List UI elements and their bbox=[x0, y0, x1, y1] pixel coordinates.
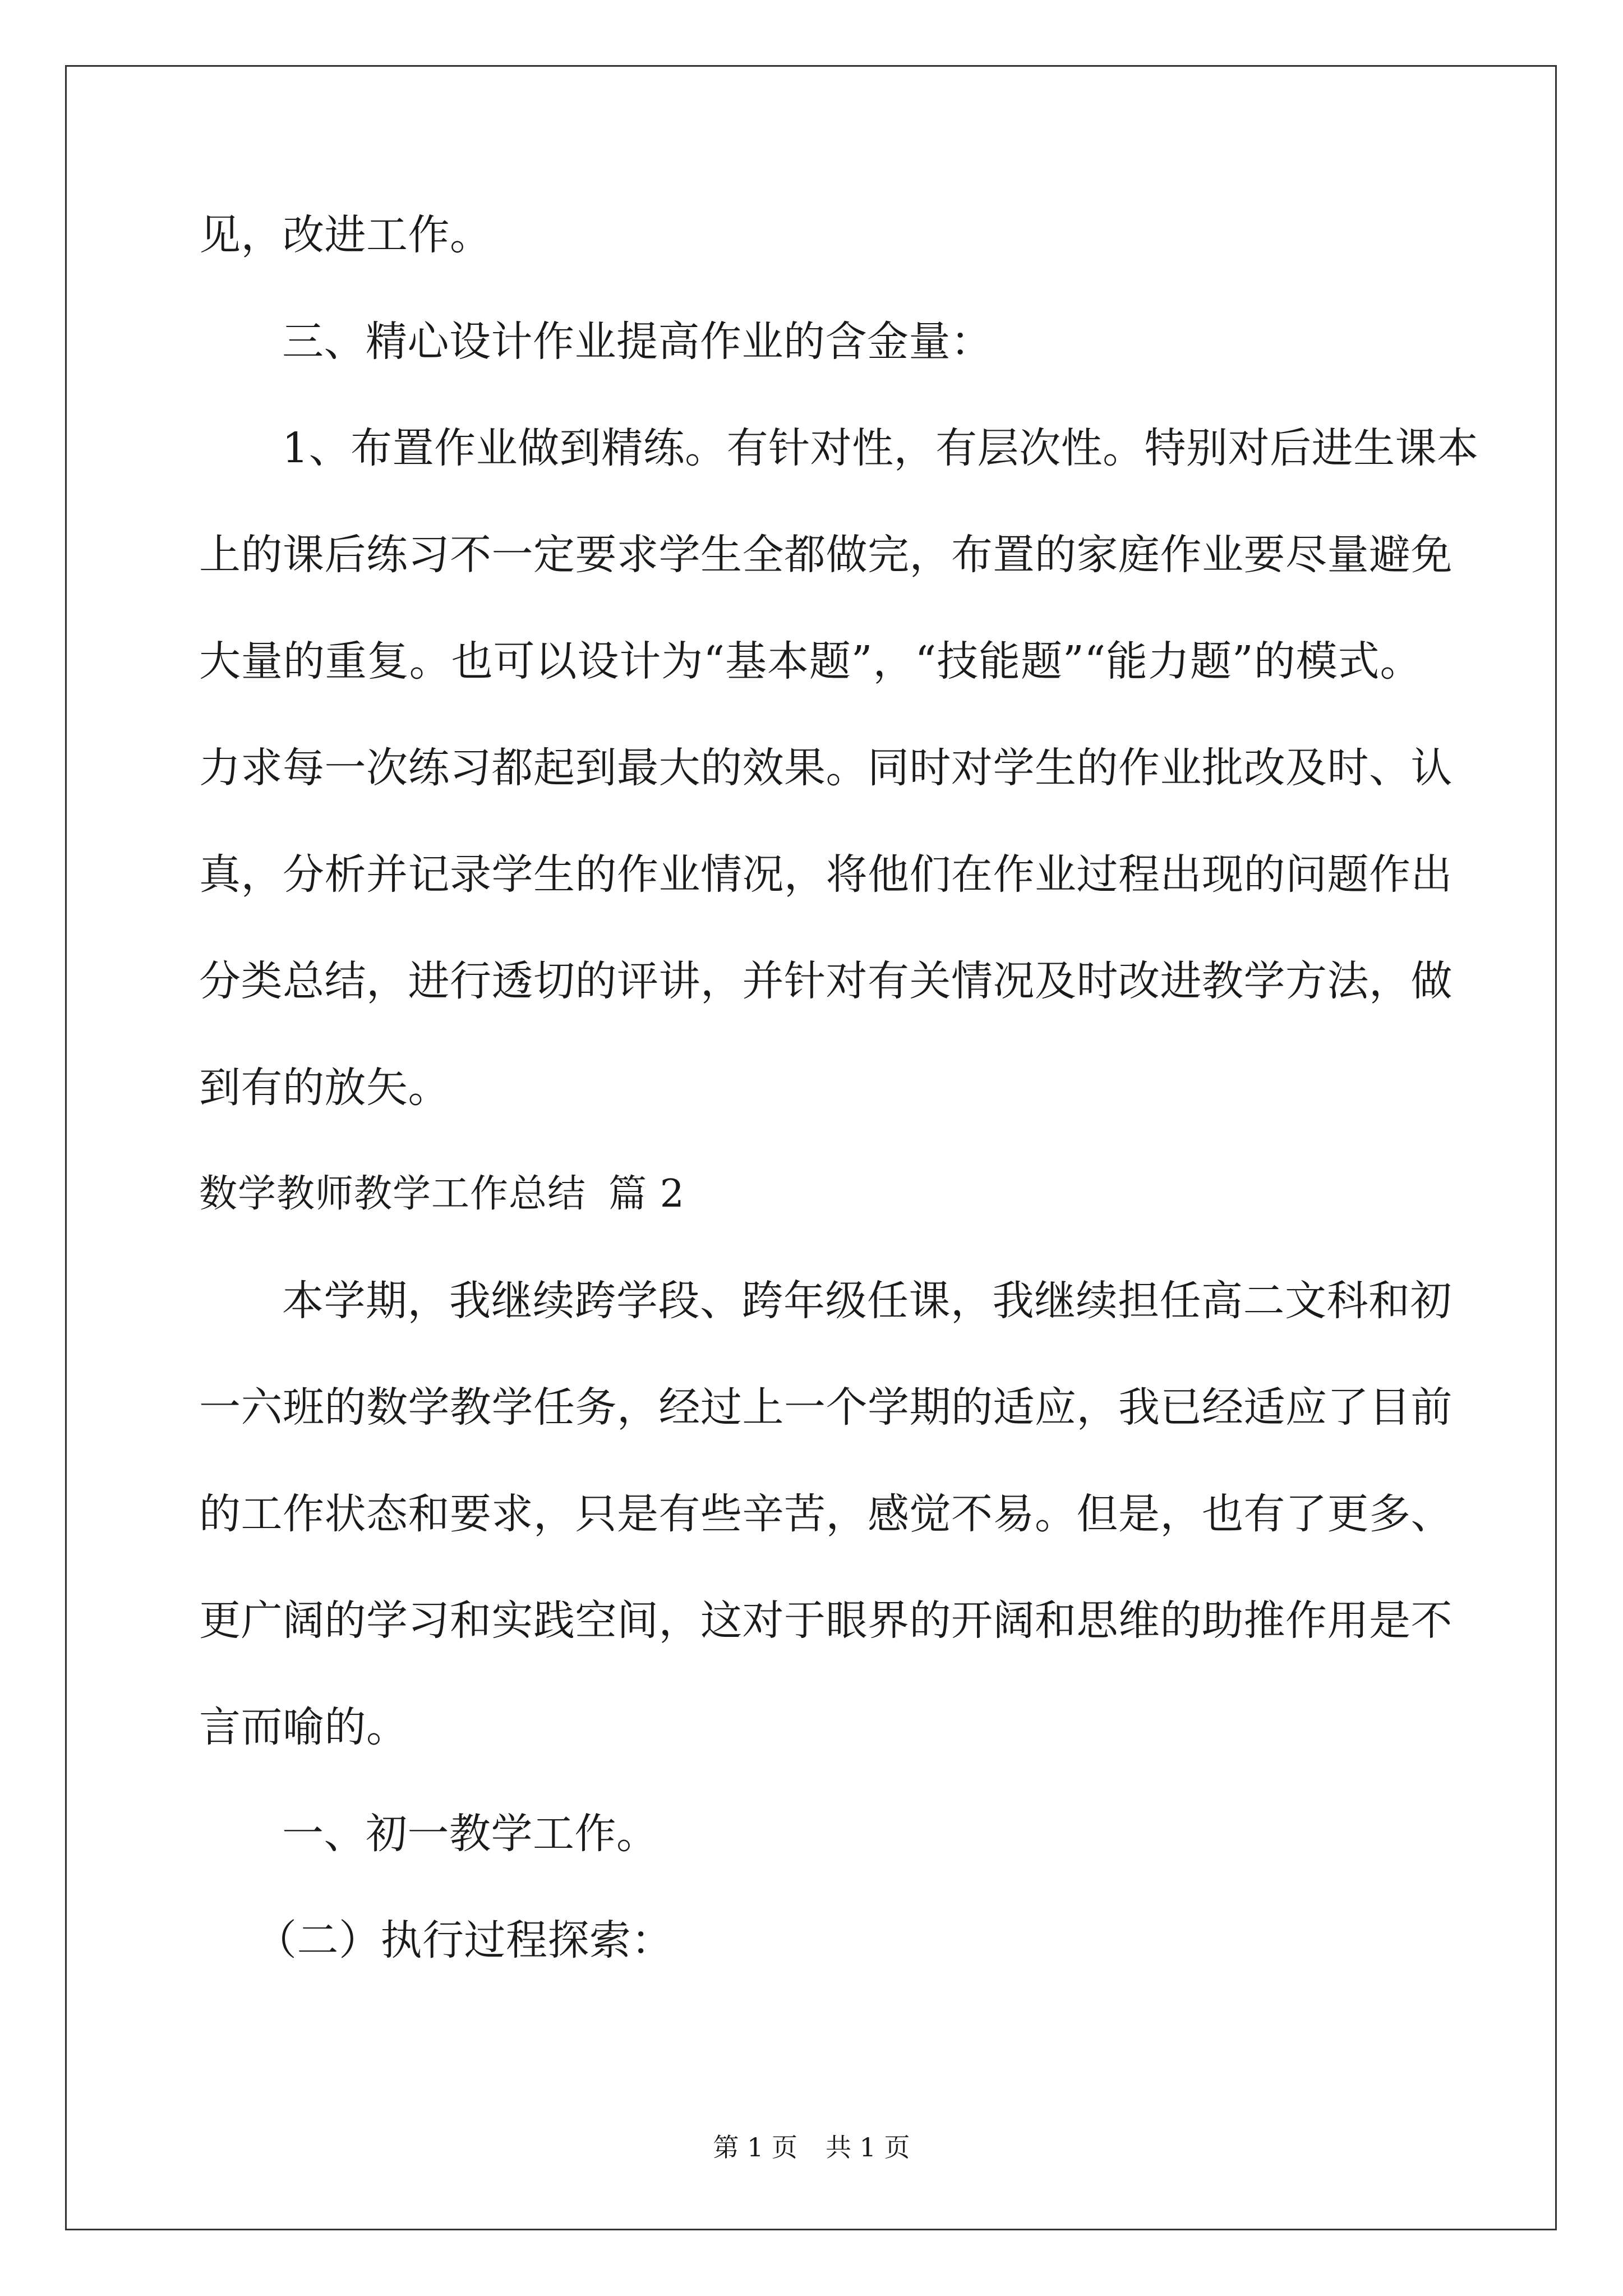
paragraph-line: 大量的重复。也可以设计为“基本题”，“技能题”“能力题”的模式。 bbox=[199, 637, 1422, 685]
paragraph-line: 真，分析并记录学生的作业情况，将他们在作业过程出现的问题作出 bbox=[199, 850, 1453, 899]
page-footer bbox=[0, 2132, 1623, 2163]
paragraph-line: 一六班的数学教学任务，经过上一个学期的适应，我已经适应了目前 bbox=[199, 1383, 1453, 1432]
paragraph-line: 上的课后练习不一定要求学生全都做完，布置的家庭作业要尽量避免 bbox=[199, 531, 1453, 579]
paragraph-line: 的工作状态和要求，只是有些辛苦，感觉不易。但是，也有了更多、 bbox=[199, 1490, 1453, 1538]
paragraph-line: 1、布置作业做到精练。有针对性，有层次性。特别对后进生课本 bbox=[282, 424, 1479, 472]
paragraph-line: 言而喻的。 bbox=[199, 1703, 408, 1751]
paragraph-line: 力求每一次练习都起到最大的效果。同时对学生的作业批改及时、认 bbox=[199, 744, 1453, 792]
subsection-heading: （二）执行过程探索： bbox=[255, 1916, 673, 1964]
article-heading bbox=[199, 1172, 1422, 1216]
section-heading-3: 三、精心设计作业提高作业的含金量： bbox=[282, 318, 993, 366]
section-heading-1: 一、初一教学工作。 bbox=[282, 1810, 658, 1858]
article-title: 数学教师教学工作总结 bbox=[199, 1172, 587, 1216]
document-body bbox=[199, 211, 1479, 2025]
paragraph-line: 到有的放矢。 bbox=[199, 1064, 450, 1112]
page-total: 共 1 页 bbox=[826, 2132, 910, 2162]
page-number: 第 1 页 bbox=[713, 2132, 797, 2162]
article-number: 篇 2 bbox=[608, 1172, 685, 1216]
paragraph-line: 见，改进工作。 bbox=[199, 211, 492, 259]
paragraph-line: 分类总结，进行透切的评讲，并针对有关情况及时改进教学方法，做 bbox=[199, 957, 1453, 1005]
paragraph-line: 更广阔的学习和实践空间，这对于眼界的开阔和思维的助推作用是不 bbox=[199, 1596, 1453, 1645]
paragraph-line: 本学期，我继续跨学段、跨年级任课，我继续担任高二文科和初 bbox=[282, 1277, 1452, 1325]
